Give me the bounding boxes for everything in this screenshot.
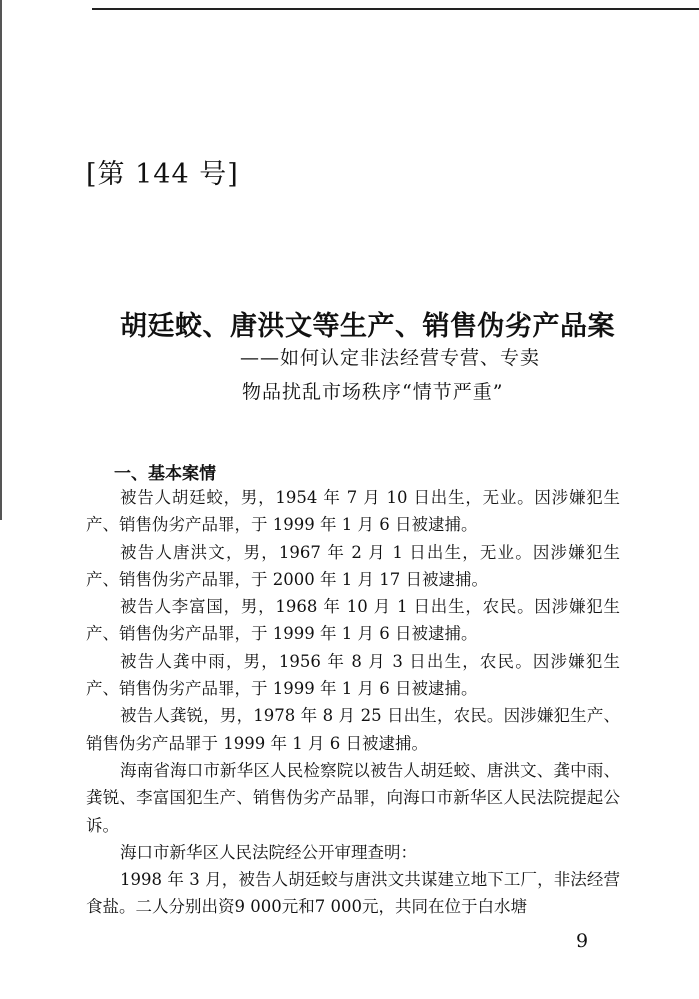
page-number: 9: [576, 930, 589, 952]
paragraph-defendant-3: 被告人李富国，男，1968 年 10 月 1 日出生，农民。因涉嫌犯生产、销售伪劣产品罪，于 1999 年 1 月 6 日被逮捕。: [86, 597, 620, 644]
case-number: [第 144 号]: [86, 159, 239, 190]
binding-edge-rule: [0, 0, 2, 520]
paragraph-defendant-4: 被告人龚中雨，男，1956 年 8 月 3 日出生，农民。因涉嫌犯生产、销售伪劣产品罪，于 1999 年 1 月 6 日被逮捕。: [86, 651, 620, 699]
paragraph-defendant-2: 被告人唐洪文，男，1967 年 2 月 1 日出生，无业。因涉嫌犯生产、销售伪劣产品罪，于 2000 年 1 月 17 日被逮捕。: [86, 542, 620, 589]
section-heading: 一、基本案情: [114, 464, 216, 484]
paragraph-defendant-1: 被告人胡廷蛟，男，1954 年 7 月 10 日出生，无业。因涉嫌犯生产、销售伪劣产品罪，于 1999 年 1 月 6 日被逮捕。: [86, 488, 620, 535]
body-text: [86, 484, 620, 921]
paragraph-defendant-5: 被告人龚锐，男，1978 年 8 月 25 日出生，农民。因涉嫌犯生产、销售伪劣产品罪于 1999 年 1 月 6 日被逮捕。: [86, 706, 620, 753]
paragraph-prosecution: 海南省海口市新华区人民检察院以被告人胡廷蛟、唐洪文、龚中雨、龚锐、李富国犯生产、销售伪劣产品罪，向海口市新华区人民法院提起公诉。: [86, 760, 620, 835]
case-subtitle-line-1: ——如何认定非法经营专营、专卖: [240, 347, 541, 369]
top-rule: [92, 8, 699, 10]
paragraph-court-finding: 海口市新华区人民法院经公开审理查明：: [120, 842, 417, 862]
paragraph-facts: 1998 年 3 月，被告人胡廷蛟与唐洪文共谋建立地下工厂，非法经营食盐。二人分别出资9 000元和7 000元，共同在位于白水塘: [86, 870, 620, 917]
case-title: 胡廷蛟、唐洪文等生产、销售伪劣产品案: [120, 311, 615, 342]
case-subtitle-line-2: 物品扰乱市场秩序“情节严重”: [242, 381, 504, 403]
